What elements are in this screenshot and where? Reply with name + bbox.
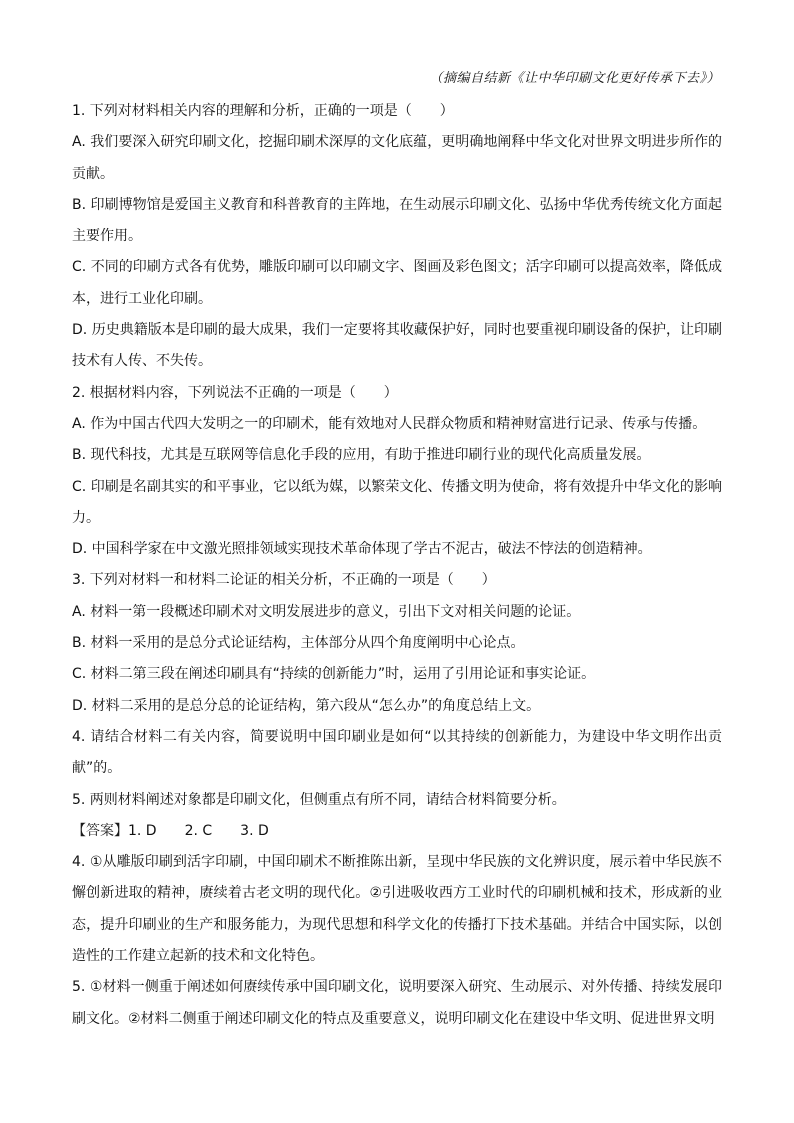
- question-5-stem: 5. 两则材料阐述对象都是印刷文化，但侧重点有所不同，请结合材料简要分析。: [72, 791, 566, 808]
- question-2-option-d: D. 中国科学家在中文激光照排领域实现技术革命体现了学古不泥古，破法不悖法的创造精神。: [72, 541, 652, 558]
- question-2-option-b: B. 现代科技，尤其是互联网等信息化手段的应用，有助于推进印刷行业的现代化高质量发展。: [72, 447, 651, 464]
- question-3-option-c: C. 材料二第三段在阐述印刷具有“持续的创新能力”时，运用了引用论证和事实论证。: [72, 666, 596, 683]
- question-1-option-c: C. 不同的印刷方式各有优势，雕版印刷可以印刷文字、图画及彩色图文；活字印刷可以提高效率，降低成本，进行工业化印刷。: [72, 259, 722, 307]
- question-4-stem: 4. 请结合材料二有关内容，简要说明中国印刷业是如何“以其持续的创新能力，为建设中华文明作出贡献”的。: [72, 728, 722, 777]
- question-1-option-a: A. 我们要深入研究印刷文化，挖掘印刷术深厚的文化底蕴，更明确地阐释中华文化对世界文明进步所作的贡献。: [72, 134, 722, 182]
- question-3-option-d: D. 材料二采用的是总分总的论证结构，第六段从“怎么办”的角度总结上文。: [72, 697, 541, 714]
- question-content: [72, 96, 722, 1035]
- question-3-option-b: B. 材料一采用的是总分式论证结构，主体部分从四个角度阐明中心论点。: [72, 635, 525, 652]
- question-1-stem: 1. 下列对材料相关内容的理解和分析，正确的一项是（ ）: [72, 103, 454, 119]
- question-1-option-d: D. 历史典籍版本是印刷的最大成果，我们一定要将其收藏保护好，同时也要重视印刷设备的保护，让印刷技术有人传、不失传。: [72, 322, 722, 370]
- question-2-option-c: C. 印刷是名副其实的和平事业，它以纸为媒，以繁荣文化、传播文明为使命，将有效提升中华文化的影响力。: [72, 478, 722, 526]
- answer-values: 1. D 2. C 3. D: [128, 822, 269, 839]
- question-2-option-a: A. 作为中国古代四大发明之一的印刷术，能有效地对人民群众物质和精神财富进行记录、传承与传播。: [72, 415, 707, 432]
- question-2-stem: 2. 根据材料内容，下列说法不正确的一项是（ ）: [72, 384, 398, 401]
- answer-explanation-5: 5. ①材料一侧重于阐述如何赓续传承中国印刷文化，说明要深入研究、生动展示、对外传播、持续发展印刷文化。②材料二侧重于阐述印刷文化的特点及重要意义，说明印刷文化在建设中华文明、促进世界文明: [72, 979, 722, 1027]
- answer-label: 【答案】: [72, 822, 128, 839]
- question-1-option-b: B. 印刷博物馆是爱国主义教育和科普教育的主阵地，在生动展示印刷文化、弘扬中华优秀传统文化方面起主要作用。: [72, 196, 722, 245]
- question-3-stem: 3. 下列对材料一和材料二论证的相关分析，不正确的一项是（ ）: [72, 572, 496, 589]
- answer-explanation-4: 4. ①从雕版印刷到活字印刷，中国印刷术不断推陈出新，呈现中华民族的文化辨识度，展示着中华民族不懈创新进取的精神，赓续着古老文明的现代化。②引进吸收西方工业时代的印刷机械和技术，形成新的业态，提升印刷业的生产和服务能力，为现代思想和科学文化的传播打下技术基础。并结合中国实际，以创造性的工作建立起新的技术和文化特色。: [72, 854, 722, 965]
- question-3-option-a: A. 材料一第一段概述印刷术对文明发展进步的意义，引出下文对相关问题的论证。: [72, 603, 581, 620]
- answer-line: [72, 816, 722, 847]
- source-note: （摘编自结新《让中华印刷文化更好传承下去》）: [429, 71, 720, 86]
